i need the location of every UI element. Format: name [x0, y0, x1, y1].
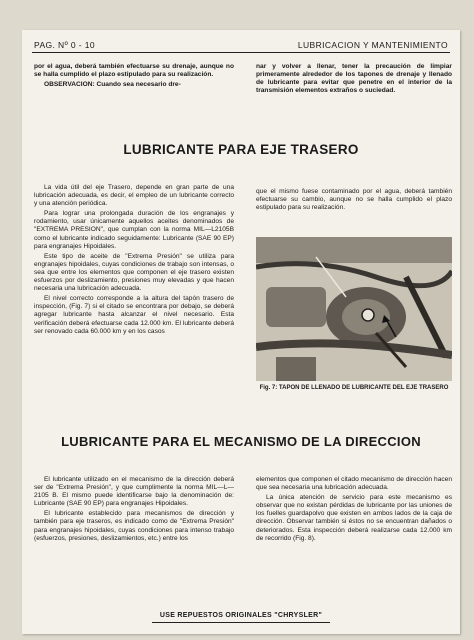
footer-note: USE REPUESTOS ORIGINALES "CHRYSLER"	[159, 612, 323, 619]
section1-right-column	[256, 188, 452, 214]
section2-left-column	[34, 476, 234, 545]
section2-paragraph-1: El lubricante utilizado en el mecanismo de la dirección deberá ser de "Extrema Presión", y que cumplimente la norma MIL—L—2105 B. El mismo puede identificarse bajo la denominación de: Lubricante (SAE 90 EP) para engranajes Hipoidales.	[34, 476, 234, 508]
top-left-paragraph: por el agua, deberá también efectuarse su drenaje, aunque no se halla cumplido el plazo estipulado para su realización.	[34, 63, 234, 79]
section-header: LUBRICACION Y MANTENIMIENTO	[297, 40, 448, 50]
section2-paragraph-2: El lubricante establecido para mecanismos de dirección y también para eje traseros, es indicado como de "Extrema Presión" para engranajes hipoidales, cuyas condiciones para intenso trabajo (esfuerzos, presiones, deslizamientos, etc.) entre los	[34, 510, 234, 542]
section1-paragraph-4: El nivel correcto corresponde a la altura del tapón trasero de inspección, (Fig. 7) si el citado se encontrara por debajo, se deberá agregar lubricante hasta alcanzar el nivel necesario. Esta verificación deberá efectuarse cada 12.000 km. El lubricante deberá ser renovado cada 60.000 km y en los casos	[34, 295, 234, 335]
section1-left-column	[34, 184, 234, 338]
section1-right-paragraph: que el mismo fuese contaminado por el agua, deberá también efectuarse su cambio, aunque no se halla cumplido el plazo estipulado para su realización.	[256, 188, 452, 212]
figure-7-caption: Fig. 7: TAPON DE LLENADO DE LUBRICANTE DEL EJE TRASERO	[259, 385, 449, 391]
footer-rule	[152, 622, 330, 623]
section-title-eje-trasero: LUBRICANTE PARA EJE TRASERO	[123, 142, 359, 157]
section1-paragraph-2: Para lograr una prolongada duración de los engranajes y rodamiento, usar únicamente aquellos aceites denominados de "EXTREMA PRESION", que cumplan con la norma MIL—L2105B como el lubricante indicado seguidamente: Lubricante (SAE 90 EP) para engranajes Hipoidales.	[34, 210, 234, 250]
section2-right-column	[256, 476, 452, 545]
top-left-column	[34, 63, 234, 91]
top-right-paragraph: nar y volver a llenar, tener la precaución de limpiar primeramente alrededor de los tapones de drenaje y llenado de lubricante para evitar que penetre en el interior de la transmisión elementos extraños o suciedad.	[256, 63, 452, 95]
section1-paragraph-3: Este tipo de aceite de "Extrema Presión" se utiliza para engranajes hipoidales, cuyas condiciones de trabajo son intensas, o sea que entre los elementos que componen el eje trasero existen esfuerzos por deslizamiento, presiones muy elevadas y que hacen necesaria una lubricación adecuada.	[34, 252, 234, 293]
figure-7-photo	[256, 237, 452, 381]
section2-right-paragraph-2: La única atención de servicio para este mecanismo es observar que no existan pérdidas de lubricante por las uniones de los fuelles guardapolvo que existen en ambos lados de la caja de dirección. Observar también si éstos no se encuentran dañados o deteriorados. Esta inspección deberá realizarse cada 12.000 km de recorrido (Fig. 8).	[256, 494, 452, 542]
page-number: PAG. Nº 0 - 10	[34, 40, 95, 50]
header-rule	[32, 52, 450, 53]
top-right-column	[256, 63, 452, 97]
section1-paragraph-1: La vida útil del eje Trasero, depende en gran parte de una lubricación adecuada, es decir, el empleo de un lubricante correcto y una atención periódica.	[34, 184, 234, 208]
section-title-direccion: LUBRICANTE PARA EL MECANISMO DE LA DIRECCION	[61, 434, 421, 449]
manual-page	[22, 30, 460, 634]
section2-right-paragraph-1: elementos que componen el citado mecanismo de dirección hacen que sea necesaria una lubricación adecuada.	[256, 476, 452, 492]
observation-paragraph: OBSERVACION: Cuando sea necesario dre-	[44, 81, 181, 89]
